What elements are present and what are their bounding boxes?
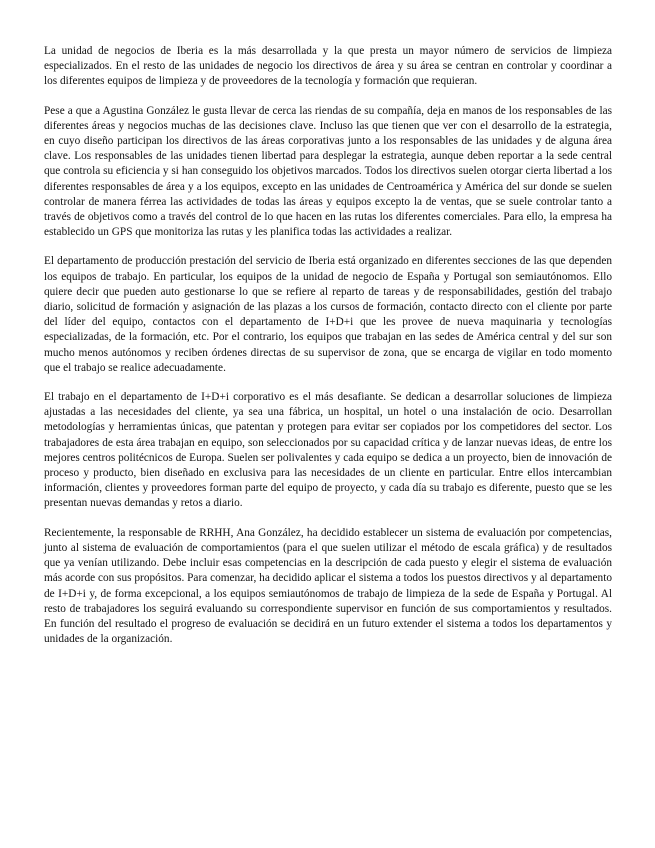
document-page: [44, 44, 612, 661]
paragraph-rd-department: El trabajo en el departamento de I+D+i corporativo es el más desafiante. Se dedican a desarrollar soluciones de limpieza ajustadas a las necesidades del cliente, ya sea una fábrica, un hospital, un hotel o una instalación de ocio. Desarrollan metodologías y herramientas únicas, que patentan y protegen para evitar ser copiados por los competidores del sector. Los trabajadores de esta área trabajan en equipo, son seleccionados por su capacidad crítica y de lanzar nuevas ideas, de entre los mejores centros politécnicos de Europa. Suelen ser polivalentes y cada equipo se dedica a un proyecto, bien de innovación de proceso y producto, bien diseñado en exclusiva para las necesidades de un cliente en particular. Entre ellos intercambian información, clientes y proveedores forman parte del equipo de proyecto, y cada día su trabajo es diferente, puesto que se les presentan nuevas demandas y retos a diario.: [44, 391, 612, 510]
paragraph-hr-evaluation: Recientemente, la responsable de RRHH, Ana González, ha decidido establecer un sistema de evaluación por competencias, junto al sistema de evaluación de comportamientos (para el que suelen utilizar el método de escala gráfica) y de resultados que ya venían utilizando. Debe incluir esas competencias en la descripción de cada puesto y elegir el sistema de evaluación más acorde con sus propósitos. Para comenzar, ha decidido aplicar el sistema a todos los puestos directivos y al departamento de I+D+i y, de forma excepcional, a los equipos semiautónomos de trabajo de limpieza de la sede de España y Portugal. Al resto de trabajadores los seguirá evaluando su correspondiente supervisor en función de sus comportamientos y resultados. En función del resultado el progreso de evaluación se decidirá en un futuro extender el sistema a todos los departamentos y unidades de la organización.: [44, 526, 612, 646]
paragraph-iberia-unit: La unidad de negocios de Iberia es la más desarrollada y la que presta un mayor número de servicios de limpieza especializados. En el resto de las unidades de negocio los directivos de área y su área se centran en controlar y coordinar a los diferentes equipos de limpieza y de proveedores de la tecnología y formación que requieran.: [44, 45, 612, 88]
paragraph-production-department: El departamento de producción prestación del servicio de Iberia está organizado en diferentes secciones de las que dependen los equipos de trabajo. En particular, los equipos de la unidad de negocio de España y Portugal son semiautónomos. Ello quiere decir que pueden auto gestionarse lo que se refiere al reparto de tareas y de responsabilidades, gestión del trabajo diario, solicitud de formación y asignación de las plazas a los cursos de formación, contacto directo con el cliente por parte del líder del equipo, contactos con el departamento de I+D+i que les provee de nueva maquinaria y tecnologías especializadas, de la formación, etc. Por el contrario, los equipos que trabajan en las sedes de América central y del sur son mucho menos autónomos y reciben órdenes directas de su supervisor de zona, que se encarga de vigilar en todo momento que el trabajo se realice adecuadamente.: [44, 255, 612, 374]
paragraph-decision-making: Pese a que a Agustina González le gusta llevar de cerca las riendas de su compañía, deja en manos de los responsables de las diferentes áreas y negocios muchas de las decisiones clave. Incluso las que tienen que ver con el desarrollo de la estrategia, en cuyo diseño participan los directivos de las áreas corporativas junto a los responsables de las unidades y de alguna área clave. Los responsables de las unidades tienen libertad para desplegar la estrategia, aunque deben reportar a la sede central que controla su eficiencia y si han conseguido los objetivos marcados. Todos los directivos suelen otorgar cierta libertad a los diferentes responsables de área y a los equipos, excepto en las unidades de Centroamérica y América del sur donde se suelen controlar de manera férrea las actividades de todas las áreas y equipos excepto la de ventas, que se suele controlar tanto a través de objetivos como a través del control de lo que hacen en las rutas los diferentes comerciales. Para ello, la empresa ha establecido un GPS que monitoriza las rutas y les planifica todas las actividades a realizar.: [44, 104, 612, 239]
